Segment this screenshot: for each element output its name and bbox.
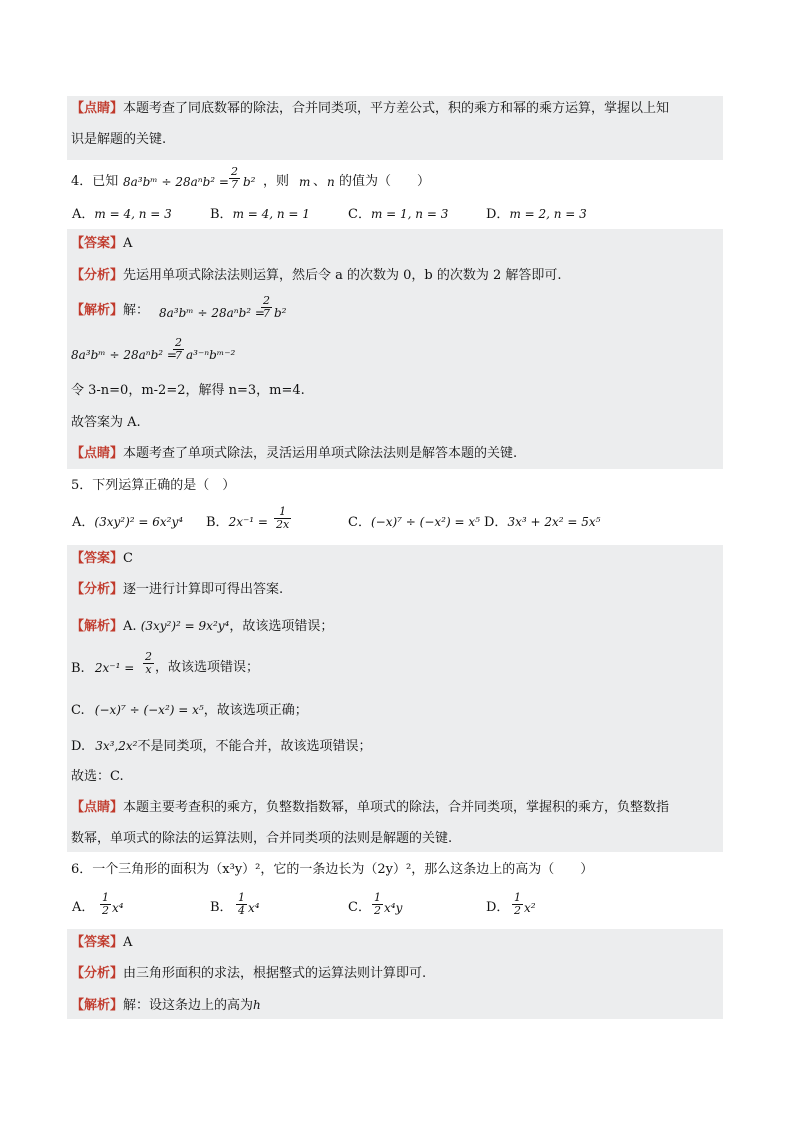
stem-end: 的值为（ ） [339,174,431,189]
jiexi-expression: 8a³bᵐ ÷ 28aⁿb² = [159,306,265,320]
var-m: m [299,175,311,189]
option-c[interactable]: C．m = 1, n = 3 [348,207,449,222]
dianjing-tag: 【点睛】 [71,800,124,815]
q3-dianjing-block [67,96,723,160]
answer-tag: 【答案】 [71,551,124,566]
item-b-fraction: $\frac{2}{x}$ [145,650,152,676]
line2-expression: 8a³bᵐ ÷ 28aⁿb² = [71,348,177,362]
option-a[interactable]: A．(3xy²)² = 6x²y⁴ [72,515,184,530]
jiexi-tag: 【解析】 [71,998,124,1013]
item-d-verdict: 不是同类项，不能合并，故该选项错误； [137,739,372,754]
line2-expression-tail: a³⁻ⁿbᵐ⁻² [186,348,236,362]
answer-value: A [123,236,133,251]
fenxi-tag: 【分析】 [71,582,124,597]
option-d[interactable]: D．m = 2, n = 3 [486,207,587,222]
line3: 令 3-n=0，m-2=2，解得 n=3，m=4. [71,383,305,398]
dianjing-text: 本题主要考查积的乘方，负整数指数幂，单项式的除法，合并同类项，掌握积的乘方，负整数指 [123,800,670,815]
conclusion: 故选：C. [71,769,124,784]
option-c[interactable]: C． [348,900,371,915]
item-a-expression: (3xy²)² = 9x²y⁴ [140,619,230,633]
option-d-fraction: $\frac{1}{2}$ [514,891,521,917]
option-b[interactable]: B． [210,900,233,915]
question-text: 5．下列运算正确的是（ ） [71,478,236,493]
option-d-expression: x² [524,901,536,915]
jiexi-fraction: $\frac{2}{7}$ [263,294,270,320]
option-d[interactable]: D．3x³ + 2x² = 5x⁵ [484,515,601,530]
fenxi-text: 逐一进行计算即可得出答案. [123,582,284,597]
item-a-label: A. [123,619,137,634]
stem-expression: 8a³bᵐ ÷ 28aⁿb² = [123,175,229,189]
dianjing-text: 本题考查了单项式除法，灵活运用单项式除法法则是解答本题的关键. [123,446,518,461]
dianjing-tag: 【点睛】 [71,101,124,116]
option-c-expression: x⁴y [384,901,403,915]
stem-fraction: $\frac{2}{7}$ [231,165,238,191]
option-b[interactable]: B．m = 4, n = 1 [210,207,310,222]
q5-solution-block [67,545,723,852]
q4-options [72,204,722,224]
item-b-label: B. [71,661,85,676]
fenxi-text: 先运用单项式除法法则运算，然后令 a 的次数为 0，b 的次数为 2 解答即可. [123,268,562,283]
dianjing-text-cont: 识是解题的关键. [71,132,167,147]
answer-value: C [123,551,133,566]
item-c-label: C. [71,703,85,718]
fenxi-tag: 【分析】 [71,966,124,981]
q4-stem [67,166,723,198]
option-d[interactable]: D． [486,900,510,915]
dianjing-text-cont: 数幂，单项式的除法的运算法则，合并同类项的法则是解题的关键. [71,831,453,846]
option-a-fraction: $\frac{1}{2}$ [102,891,109,917]
option-c[interactable]: C．(−x)⁷ ÷ (−x²) = x⁵ [348,515,480,530]
q4-solution-block [67,229,723,469]
item-b-expression: 2x⁻¹ = [94,661,135,675]
jiexi-pre: 解： [123,303,150,318]
fenxi-tag: 【分析】 [71,268,124,283]
question-text: 6．一个三角形的面积为（x³y）²，它的一条边长为（2y）²，那么这条边上的高为（ ） [71,862,594,877]
item-b-verdict: ，故该选项错误； [155,660,260,675]
option-a[interactable]: A．m = 4, n = 3 [72,207,172,222]
answer-value: A [123,935,133,950]
line2-fraction: $\frac{2}{7}$ [175,336,182,362]
q6-stem [67,860,723,880]
separator: 、 [313,174,327,189]
option-a-expression: x⁴ [112,901,124,915]
var-h: h [253,998,261,1012]
jiexi-tag: 【解析】 [71,619,124,634]
var-n: n [327,175,335,189]
option-b-expression: x⁴ [248,901,260,915]
line4: 故答案为 A. [71,415,141,430]
item-c-verdict: ，故该选项正确； [203,703,308,718]
q5-options [72,506,722,540]
fenxi-text: 由三角形面积的求法，根据整式的运算法则计算即可. [123,966,427,981]
q6-solution-block [67,929,723,1019]
jiexi-expression-tail: b² [274,306,287,320]
answer-tag: 【答案】 [71,236,124,251]
item-d-label: D. [71,739,86,754]
option-c-fraction: $\frac{1}{2}$ [374,891,381,917]
option-b-fraction: $\frac{1}{4}$ [238,891,245,917]
item-d-expression: 3x³,2x² [95,739,138,753]
option-b-fraction: $\frac{1}{2x}$ [276,505,290,531]
q5-stem [67,476,723,496]
item-a-verdict: ，故该选项错误； [229,619,334,634]
jiexi-tag: 【解析】 [71,303,124,318]
question-number: 4．已知 [71,174,119,189]
option-a[interactable]: A． [72,900,95,915]
option-b[interactable]: B．2x⁻¹ = [206,515,268,530]
dianjing-text: 本题考查了同底数幂的除法，合并同类项，平方差公式，积的乘方和幂的乘方运算，掌握以上知 [123,101,670,116]
dianjing-tag: 【点睛】 [71,446,124,461]
jiexi-text: 解：设这条边上的高为 [123,998,254,1013]
stem-expression-tail: b² [243,175,256,189]
stem-then: ，则 [263,174,290,189]
q6-options [72,890,722,924]
answer-tag: 【答案】 [71,935,124,950]
item-c-expression: (−x)⁷ ÷ (−x²) = x⁵ [94,703,204,717]
